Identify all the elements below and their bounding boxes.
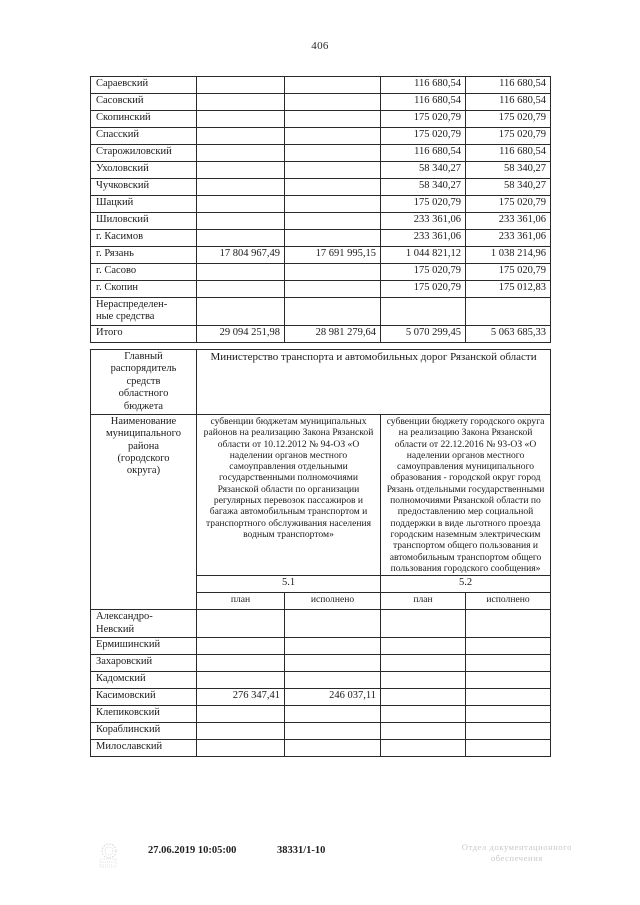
- row-col1: [197, 179, 285, 196]
- row-col4: 116 680,54: [466, 77, 551, 94]
- budget-table-transport: [90, 349, 551, 757]
- table-row: [91, 213, 551, 230]
- row-5-2-done: [466, 610, 551, 638]
- table-row: [91, 128, 551, 145]
- table-row-undistributed: [91, 298, 551, 326]
- row-col2: [285, 162, 381, 179]
- row-5-1-plan: [197, 723, 285, 740]
- table-row: [91, 230, 551, 247]
- row-name: Сараевский: [91, 77, 197, 94]
- table-row: [91, 638, 551, 655]
- row-name: Шиловский: [91, 213, 197, 230]
- row-col4: 58 340,27: [466, 179, 551, 196]
- row-name: Шацкий: [91, 196, 197, 213]
- row-5-1-done: 246 037,11: [285, 689, 381, 706]
- row-col2: [285, 94, 381, 111]
- row-5-2-done: [466, 723, 551, 740]
- row-5-1-plan: [197, 655, 285, 672]
- row-col4: 175 020,79: [466, 196, 551, 213]
- group-5-2-code: 5.2: [381, 576, 551, 593]
- chief-admin-line4: областного: [118, 388, 169, 400]
- table-row-total: [91, 325, 551, 342]
- row-col1: [197, 162, 285, 179]
- row-name: Ермишинский: [91, 638, 197, 655]
- table-row: [91, 145, 551, 162]
- row-name: Касимовский: [91, 689, 197, 706]
- row-col4: 116 680,54: [466, 145, 551, 162]
- table-row: [91, 672, 551, 689]
- total-col3: 5 070 299,45: [381, 325, 466, 342]
- municipality-column-label: [91, 414, 197, 609]
- group-5-1-description: субвенции бюджетам муниципальных районов на реализацию Закона Рязанской области от 10.12.2012 № 94-ОЗ «О наделении органов местного самоуправления отдельными государственными полномочиями Рязанской области по организации регулярных перевозок пассажиров и багажа автомобильным транспортом и транспортного обслуживания населения водным транспортом»: [197, 414, 381, 575]
- row-5-1-plan: [197, 706, 285, 723]
- row-col2: [285, 264, 381, 281]
- row-col4: 175 012,83: [466, 281, 551, 298]
- row-5-1-plan: [197, 610, 285, 638]
- row-5-2-done: [466, 740, 551, 757]
- row-5-2-plan: [381, 638, 466, 655]
- row-col4: 175 020,79: [466, 111, 551, 128]
- row-name: Чучковский: [91, 179, 197, 196]
- row-col4: 1 038 214,96: [466, 247, 551, 264]
- total-label: Итого: [91, 325, 197, 342]
- row-col4: 175 020,79: [466, 264, 551, 281]
- seal-stamp-icon: [96, 842, 126, 870]
- undistributed-line2: ные средства: [96, 311, 155, 323]
- row-col3: 116 680,54: [381, 145, 466, 162]
- table-row: [91, 111, 551, 128]
- row-col3: 233 361,06: [381, 213, 466, 230]
- page-footer: [0, 840, 640, 880]
- row-col3: 175 020,79: [381, 281, 466, 298]
- chief-administrator-label: [91, 350, 197, 415]
- row-name: г. Скопин: [91, 281, 197, 298]
- row-col2: [285, 298, 381, 326]
- row-col1: [197, 77, 285, 94]
- row-col2: [285, 128, 381, 145]
- row-5-2-plan: [381, 689, 466, 706]
- row-col3: 175 020,79: [381, 111, 466, 128]
- row-5-2-plan: [381, 655, 466, 672]
- row-name: Ухоловский: [91, 162, 197, 179]
- row-col2: [285, 281, 381, 298]
- row-col4: 233 361,06: [466, 230, 551, 247]
- row-5-2-plan: [381, 610, 466, 638]
- row-5-1-plan: [197, 638, 285, 655]
- row-name-line2: Невский: [96, 623, 135, 635]
- col-5-1-done: исполнено: [285, 593, 381, 610]
- row-col1: [197, 111, 285, 128]
- row-5-1-done: [285, 672, 381, 689]
- group-5-1-code: 5.1: [197, 576, 381, 593]
- row-col2: [285, 111, 381, 128]
- row-5-2-done: [466, 706, 551, 723]
- row-col1: [197, 281, 285, 298]
- row-name: [91, 298, 197, 326]
- row-name: Кораблинский: [91, 723, 197, 740]
- row-col2: [285, 77, 381, 94]
- row-label-line5: округа): [126, 465, 161, 477]
- row-5-2-done: [466, 672, 551, 689]
- row-5-1-done: [285, 706, 381, 723]
- row-col1: [197, 94, 285, 111]
- row-5-1-done: [285, 723, 381, 740]
- undistributed-line1: Нераспределен-: [96, 299, 168, 310]
- row-col4: [466, 298, 551, 326]
- row-5-2-plan: [381, 723, 466, 740]
- row-5-2-plan: [381, 706, 466, 723]
- row-5-1-done: [285, 655, 381, 672]
- chief-admin-line1: Главный: [124, 351, 163, 362]
- footer-watermark: [462, 842, 572, 865]
- row-5-2-done: [466, 655, 551, 672]
- row-col4: 116 680,54: [466, 94, 551, 111]
- row-col3: 233 361,06: [381, 230, 466, 247]
- row-name: г. Касимов: [91, 230, 197, 247]
- row-5-1-plan: 276 347,41: [197, 689, 285, 706]
- row-5-1-done: [285, 610, 381, 638]
- row-col1: [197, 264, 285, 281]
- header-row-descriptions: [91, 414, 551, 575]
- row-name: Старожиловский: [91, 145, 197, 162]
- table-row: [91, 706, 551, 723]
- row-name: г. Рязань: [91, 247, 197, 264]
- row-col1: [197, 213, 285, 230]
- chief-admin-line3: средств: [126, 375, 161, 387]
- row-col4: 175 020,79: [466, 128, 551, 145]
- row-col3: 175 020,79: [381, 264, 466, 281]
- row-col2: [285, 213, 381, 230]
- group-5-2-description: субвенции бюджету городского округа на реализацию Закона Рязанской области от 22.12.2016 № 93-ОЗ «О наделении органов местного самоуправления муниципального образования - городской округ город Рязань отдельными государственными полномочиями Рязанской области по предоставлению мер социальной поддержки в виде льготного проезда городским наземным электрическим транспортом общего пользования и автомобильным транспортом общего пользования городского сообщения»: [381, 414, 551, 575]
- row-name: Милославский: [91, 740, 197, 757]
- total-col1: 29 094 251,98: [197, 325, 285, 342]
- row-name-line1: Александро-: [96, 611, 153, 623]
- table-row: [91, 689, 551, 706]
- row-col3: 58 340,27: [381, 179, 466, 196]
- row-col2: 17 691 995,15: [285, 247, 381, 264]
- row-col3: 1 044 821,12: [381, 247, 466, 264]
- row-label-line2: муниципального: [106, 428, 181, 440]
- chief-admin-line2: распорядитель: [110, 363, 177, 375]
- table-one-body: [91, 77, 551, 343]
- table-row: [91, 94, 551, 111]
- table-row: [91, 610, 551, 638]
- row-col3: [381, 298, 466, 326]
- table-row: [91, 264, 551, 281]
- table-row: [91, 179, 551, 196]
- footer-document-code: 38331/1-10: [277, 845, 326, 856]
- row-col1: [197, 128, 285, 145]
- budget-table-continuation: [90, 76, 551, 343]
- table-row: [91, 77, 551, 94]
- row-col1: [197, 230, 285, 247]
- table-row: [91, 247, 551, 264]
- total-col4: 5 063 685,33: [466, 325, 551, 342]
- row-col2: [285, 230, 381, 247]
- row-col3: 116 680,54: [381, 77, 466, 94]
- total-col2: 28 981 279,64: [285, 325, 381, 342]
- row-name: Захаровский: [91, 655, 197, 672]
- watermark-line2: обеспечения: [490, 853, 543, 864]
- row-col3: 175 020,79: [381, 128, 466, 145]
- row-col1: [197, 145, 285, 162]
- row-5-2-plan: [381, 672, 466, 689]
- watermark-line1: Отдел документационного: [461, 842, 572, 852]
- table-row: [91, 162, 551, 179]
- row-name: Клепиковский: [91, 706, 197, 723]
- row-label-line1: Наименование: [110, 415, 177, 427]
- ministry-name: Министерство транспорта и автомобильных дорог Рязанской области: [197, 350, 551, 415]
- table-row: [91, 740, 551, 757]
- row-name: [91, 610, 197, 638]
- row-col1: [197, 298, 285, 326]
- row-name: г. Сасово: [91, 264, 197, 281]
- row-col3: 58 340,27: [381, 162, 466, 179]
- footer-timestamp: 27.06.2019 10:05:00: [148, 845, 237, 856]
- table-row: [91, 196, 551, 213]
- table-two-body: [91, 350, 551, 757]
- row-col3: 116 680,54: [381, 94, 466, 111]
- row-5-2-plan: [381, 740, 466, 757]
- table-row: [91, 723, 551, 740]
- row-col4: 58 340,27: [466, 162, 551, 179]
- table-row: [91, 655, 551, 672]
- row-5-1-plan: [197, 740, 285, 757]
- row-name: Скопинский: [91, 111, 197, 128]
- row-label-line3: района: [127, 440, 160, 452]
- chief-admin-line5: бюджета: [123, 400, 164, 412]
- row-5-1-plan: [197, 672, 285, 689]
- row-5-2-done: [466, 638, 551, 655]
- table-row: [91, 281, 551, 298]
- page-number: 406: [311, 40, 329, 52]
- row-name: Спасский: [91, 128, 197, 145]
- row-5-1-done: [285, 740, 381, 757]
- row-label-line4: (городского: [117, 453, 170, 464]
- header-row-administrator: [91, 350, 551, 415]
- row-col2: [285, 196, 381, 213]
- col-5-2-done: исполнено: [466, 593, 551, 610]
- row-col2: [285, 179, 381, 196]
- row-name: Сасовский: [91, 94, 197, 111]
- row-col3: 175 020,79: [381, 196, 466, 213]
- row-col1: 17 804 967,49: [197, 247, 285, 264]
- row-col4: 233 361,06: [466, 213, 551, 230]
- row-col2: [285, 145, 381, 162]
- row-5-1-done: [285, 638, 381, 655]
- row-col1: [197, 196, 285, 213]
- col-5-1-plan: план: [197, 593, 285, 610]
- row-5-2-done: [466, 689, 551, 706]
- col-5-2-plan: план: [381, 593, 466, 610]
- row-name: Кадомский: [91, 672, 197, 689]
